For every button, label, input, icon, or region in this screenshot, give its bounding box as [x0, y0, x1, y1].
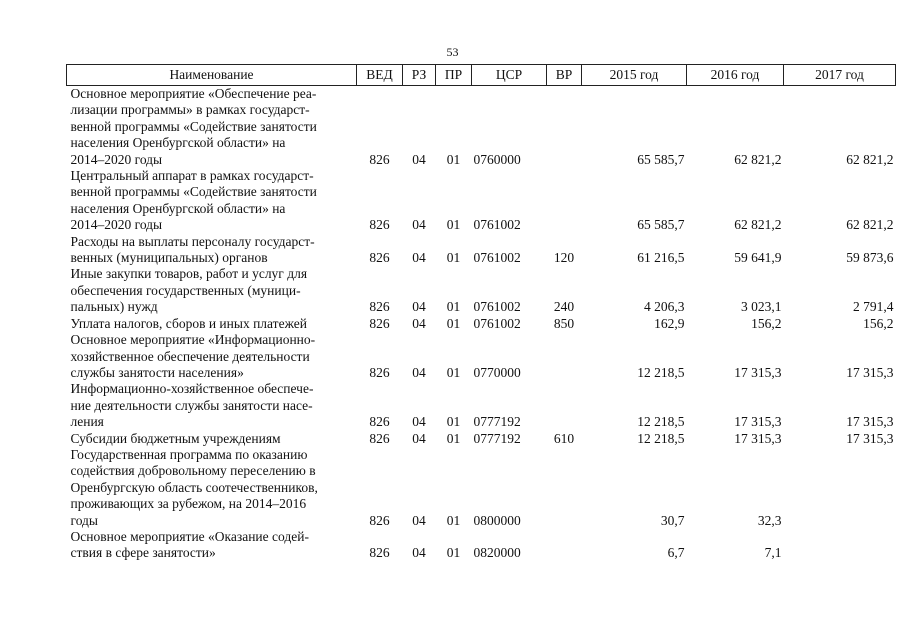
row-2017: 17 315,3	[846, 364, 894, 380]
table-row	[67, 234, 896, 267]
table-row	[67, 381, 896, 430]
row-vr	[547, 447, 582, 529]
row-2017: 17 315,3	[846, 430, 894, 446]
row-ved: 826	[369, 512, 390, 528]
row-name: Иные закупки товаров, работ и услуг для обеспечения государственных (муници- пальных) нужд	[70, 266, 308, 315]
row-2015: 6,7	[667, 545, 685, 561]
header-csr: ЦСР	[472, 65, 547, 86]
budget-table	[66, 64, 896, 562]
row-2017: 62 821,2	[846, 217, 894, 233]
row-2017: 156,2	[863, 315, 894, 331]
row-vr: 240	[553, 299, 575, 315]
header-ved: ВЕД	[357, 65, 403, 86]
row-vr	[547, 332, 582, 381]
row-2016: 17 315,3	[734, 430, 782, 446]
row-ved: 826	[369, 217, 390, 233]
row-ved: 826	[369, 430, 390, 446]
row-csr: 0761002	[473, 250, 521, 266]
row-vr: 120	[553, 250, 575, 266]
row-vr	[547, 529, 582, 562]
row-2015: 65 585,7	[637, 151, 685, 167]
row-2015: 65 585,7	[637, 217, 685, 233]
header-row	[67, 65, 896, 86]
header-name: Наименование	[67, 65, 357, 86]
row-ved: 826	[369, 414, 390, 430]
header-2016: 2016 год	[687, 65, 784, 86]
row-name: Основное мероприятие «Обеспечение реа- лизации программы» в рамках государст- венной программы «Содействие занятости населения Оренбургской области» на 2014–2020 годы	[70, 86, 317, 167]
row-2016: 59 641,9	[734, 250, 782, 266]
row-vr	[547, 86, 582, 169]
row-rz: 04	[412, 250, 426, 266]
row-2015: 162,9	[654, 315, 685, 331]
row-2017: 62 821,2	[846, 151, 894, 167]
row-csr: 0800000	[473, 512, 521, 528]
row-2017: 17 315,3	[846, 414, 894, 430]
row-csr: 0761002	[473, 315, 521, 331]
table-row	[67, 332, 896, 381]
header-2015: 2015 год	[582, 65, 687, 86]
row-2017: 2 791,4	[853, 299, 894, 315]
row-pr: 01	[446, 299, 461, 315]
row-pr: 01	[446, 545, 461, 561]
row-rz: 04	[412, 217, 426, 233]
row-csr: 0761002	[473, 299, 521, 315]
row-ved: 826	[369, 364, 390, 380]
row-pr: 01	[446, 364, 461, 380]
row-2017	[784, 529, 896, 562]
row-2015: 12 218,5	[637, 414, 685, 430]
table-row	[67, 168, 896, 234]
row-rz: 04	[412, 545, 426, 561]
row-2015: 4 206,3	[644, 299, 685, 315]
row-pr: 01	[446, 250, 461, 266]
row-vr: 610	[553, 430, 575, 446]
row-2017	[784, 447, 896, 529]
row-2015: 30,7	[660, 512, 685, 528]
row-name: Субсидии бюджетным учреждениям	[70, 430, 281, 446]
row-csr: 0760000	[473, 151, 521, 167]
row-csr: 0770000	[473, 364, 521, 380]
row-rz: 04	[412, 364, 426, 380]
row-rz: 04	[412, 512, 426, 528]
table-row	[67, 447, 896, 529]
row-pr: 01	[446, 315, 461, 331]
table-row	[67, 86, 896, 169]
table-row	[67, 431, 896, 447]
row-vr	[547, 168, 582, 234]
row-name: Основное мероприятие «Информационно- хозяйственное обеспечение деятельности службы занятости населения»	[70, 332, 316, 380]
row-rz: 04	[412, 414, 426, 430]
row-2016: 32,3	[757, 512, 782, 528]
row-ved: 826	[369, 315, 390, 331]
row-2016: 17 315,3	[734, 414, 782, 430]
row-ved: 826	[369, 299, 390, 315]
row-csr: 0777192	[473, 430, 521, 446]
row-csr: 0820000	[473, 545, 521, 561]
row-rz: 04	[412, 315, 426, 331]
row-name: Основное мероприятие «Оказание содей- ствия в сфере занятости»	[70, 528, 309, 561]
row-pr: 01	[446, 430, 461, 446]
row-pr: 01	[446, 512, 461, 528]
table-row	[67, 316, 896, 332]
row-name: Государственная программа по оказанию содействия добровольному переселению в Оренбургскую область соотечественников, проживающих за рубежом, на 2014–2016 годы	[70, 446, 318, 528]
row-csr: 0777192	[473, 414, 521, 430]
header-rz: РЗ	[403, 65, 436, 86]
header-pr: ПР	[436, 65, 472, 86]
row-2016: 17 315,3	[734, 364, 782, 380]
row-vr: 850	[553, 315, 575, 331]
row-ved: 826	[369, 250, 390, 266]
row-pr: 01	[446, 151, 461, 167]
row-csr: 0761002	[473, 217, 521, 233]
header-vr: ВР	[547, 65, 582, 86]
row-vr	[547, 381, 582, 430]
row-rz: 04	[412, 430, 426, 446]
row-2016: 62 821,2	[734, 217, 782, 233]
row-rz: 04	[412, 299, 426, 315]
row-2016: 62 821,2	[734, 151, 782, 167]
row-2015: 61 216,5	[637, 250, 685, 266]
row-2016: 7,1	[764, 545, 782, 561]
row-rz: 04	[412, 151, 426, 167]
table-row	[67, 529, 896, 562]
row-name: Центральный аппарат в рамках государст- венной программы «Содействие занятости населения Оренбургской области» на 2014–2020 годы	[70, 168, 317, 233]
row-2017: 59 873,6	[846, 250, 894, 266]
row-2015: 12 218,5	[637, 430, 685, 446]
row-pr: 01	[446, 217, 461, 233]
row-name: Уплата налогов, сборов и иных платежей	[70, 315, 307, 331]
row-name: Расходы на выплаты персоналу государст- венных (муниципальных) органов	[70, 233, 315, 266]
header-2017: 2017 год	[784, 65, 896, 86]
row-ved: 826	[369, 151, 390, 167]
table-row	[67, 266, 896, 315]
row-2016: 3 023,1	[741, 299, 782, 315]
row-2016: 156,2	[751, 315, 782, 331]
row-ved: 826	[369, 545, 390, 561]
page-number: 53	[446, 45, 459, 59]
row-pr: 01	[446, 414, 461, 430]
row-2015: 12 218,5	[637, 364, 685, 380]
row-name: Информационно-хозяйственное обеспече- ние деятельности службы занятости насе- ления	[70, 381, 314, 430]
